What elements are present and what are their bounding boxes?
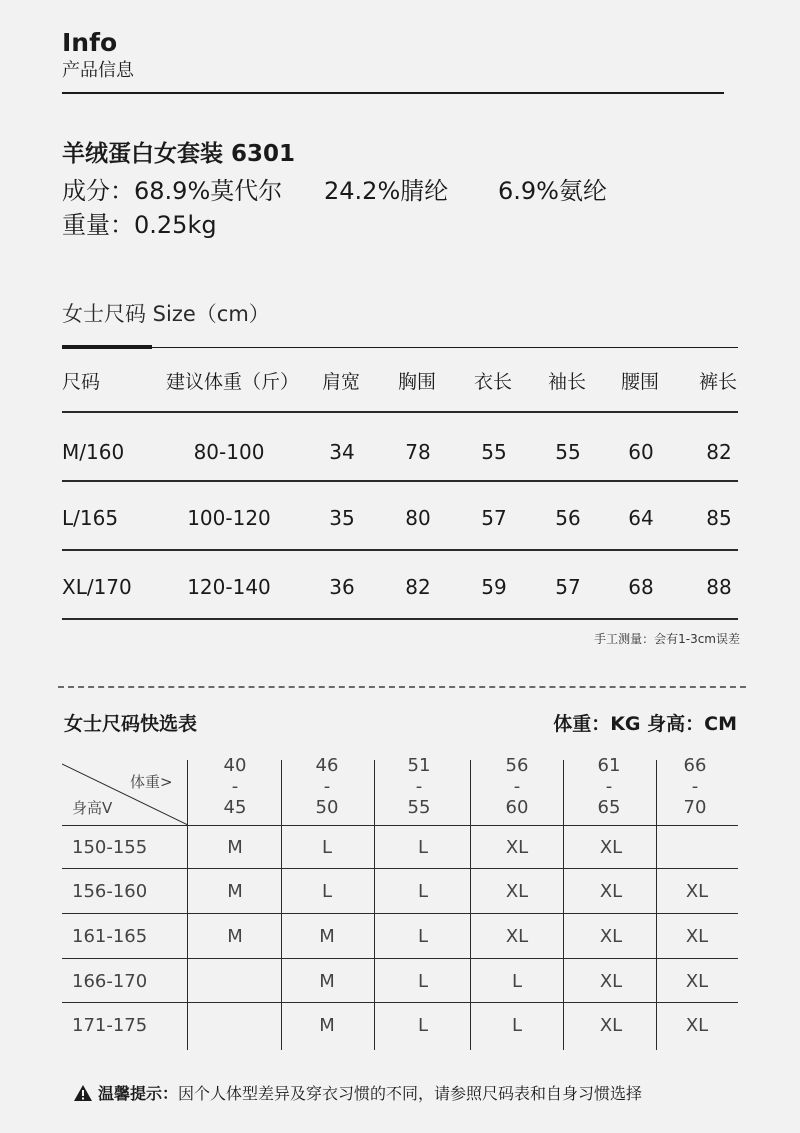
size-cell: L <box>511 971 523 992</box>
weight-range-low: 40 <box>223 755 247 776</box>
size-cell: L <box>417 881 429 902</box>
size-table-title: 女士尺码 Size（cm） <box>62 302 270 326</box>
weight-label: 重量： <box>62 211 134 239</box>
size-cell: L <box>321 881 333 902</box>
size-cell: L <box>511 1015 523 1036</box>
weight-value: 0.25kg <box>134 211 217 239</box>
height-range-label: 156-160 <box>72 881 148 902</box>
size-table-cell: 68 <box>628 575 654 599</box>
weight-range-header <box>389 755 449 818</box>
size-cell: XL <box>599 926 623 947</box>
quick-table-row-rule <box>62 825 738 826</box>
size-cell: L <box>417 1015 429 1036</box>
height-range-label: 166-170 <box>72 971 148 992</box>
size-cell: L <box>321 837 333 858</box>
size-table-cell: 80-100 <box>193 440 265 464</box>
composition-item: 24.2%腈纶 <box>324 177 449 205</box>
quick-table-column-rule <box>656 760 657 1050</box>
size-table-header: 裤长 <box>699 371 738 393</box>
size-table-cell: 36 <box>329 575 355 599</box>
size-table-cell: 120-140 <box>187 575 271 599</box>
weight-range-high: 45 <box>223 797 247 818</box>
quick-table-column-rule <box>563 760 564 1050</box>
size-table-cell: 55 <box>481 440 507 464</box>
weight-range-low: 46 <box>315 755 339 776</box>
size-table-rule <box>62 618 738 620</box>
size-cell: M <box>227 881 243 902</box>
size-table-cell: 60 <box>628 440 654 464</box>
warm-tip <box>74 1085 642 1102</box>
size-cell: XL <box>505 926 529 947</box>
size-cell: M <box>227 926 243 947</box>
size-table-top-rule <box>62 347 738 348</box>
product-weight <box>62 213 217 237</box>
size-table-cell: 55 <box>555 440 581 464</box>
height-range-label: 171-175 <box>72 1015 148 1036</box>
measurement-note: 手工测量：会有1-3cm误差 <box>594 632 740 646</box>
quick-table-column-rule <box>470 760 471 1050</box>
quick-table-row-rule <box>62 868 738 869</box>
size-cell: XL <box>599 1015 623 1036</box>
size-table-cell: 57 <box>481 506 507 530</box>
size-cell: XL <box>685 1015 709 1036</box>
weight-range-low: 56 <box>505 755 529 776</box>
size-cell: L <box>417 971 429 992</box>
weight-range-header <box>205 755 265 818</box>
size-cell: XL <box>599 881 623 902</box>
size-cell: M <box>319 1015 335 1036</box>
size-table-header: 衣长 <box>474 371 513 393</box>
size-cell: L <box>417 926 429 947</box>
composition-label: 成分： <box>62 177 134 205</box>
size-cell: XL <box>685 881 709 902</box>
size-table-header: 袖长 <box>548 371 587 393</box>
weight-range-header <box>579 755 639 818</box>
size-table-cell: XL/170 <box>62 575 132 599</box>
weight-range-low: 66 <box>683 755 707 776</box>
size-table-cell: 56 <box>555 506 581 530</box>
quick-table-row-rule <box>62 958 738 959</box>
size-table-header: 腰围 <box>621 371 660 393</box>
size-table-cell: 78 <box>405 440 431 464</box>
size-table-cell: 35 <box>329 506 355 530</box>
size-table-cell: 64 <box>628 506 654 530</box>
size-cell: M <box>319 971 335 992</box>
weight-range-low: 61 <box>597 755 621 776</box>
weight-range-header <box>487 755 547 818</box>
quick-table-column-rule <box>374 760 375 1050</box>
size-table-cell: 59 <box>481 575 507 599</box>
size-table-header: 建议体重（斤） <box>166 371 300 393</box>
weight-range-header <box>297 755 357 818</box>
size-cell: M <box>227 837 243 858</box>
weight-range-dash: - <box>605 776 613 797</box>
composition-item: 68.9%莫代尔 <box>134 177 283 205</box>
size-table-cell: 80 <box>405 506 431 530</box>
product-name: 羊绒蛋白女套装 6301 <box>62 141 296 167</box>
weight-range-low: 51 <box>407 755 431 776</box>
quick-table-column-rule <box>281 760 282 1050</box>
weight-range-dash: - <box>415 776 423 797</box>
size-cell: XL <box>685 971 709 992</box>
header-divider <box>62 92 724 94</box>
quick-table-row-rule <box>62 1002 738 1003</box>
size-table-cell: 82 <box>706 440 732 464</box>
weight-range-high: 50 <box>315 797 339 818</box>
size-table-rule <box>62 549 738 551</box>
size-table-title-accent <box>62 345 152 349</box>
size-cell: XL <box>599 971 623 992</box>
size-table-cell: 85 <box>706 506 732 530</box>
size-cell: XL <box>505 881 529 902</box>
size-table-rule <box>62 480 738 482</box>
weight-range-high: 70 <box>683 797 707 818</box>
weight-range-high: 55 <box>407 797 431 818</box>
weight-range-high: 65 <box>597 797 621 818</box>
size-table-cell: 34 <box>329 440 355 464</box>
quick-table-title: 女士尺码快选表 <box>64 713 198 735</box>
size-cell: L <box>417 837 429 858</box>
size-table-cell: L/165 <box>62 506 119 530</box>
quick-table-column-rule <box>187 760 188 1050</box>
weight-range-dash: - <box>231 776 239 797</box>
size-cell: XL <box>599 837 623 858</box>
weight-range-header <box>665 755 725 818</box>
size-table-header: 尺码 <box>62 371 101 393</box>
size-table-header: 肩宽 <box>322 371 361 393</box>
quick-table-units: 体重：KG 身高：CM <box>553 713 737 735</box>
weight-range-dash: - <box>691 776 699 797</box>
size-cell: M <box>319 926 335 947</box>
quick-table-row-rule <box>62 913 738 914</box>
size-table-header: 胸围 <box>398 371 437 393</box>
weight-range-dash: - <box>513 776 521 797</box>
warning-icon <box>74 1085 92 1101</box>
size-cell: XL <box>685 926 709 947</box>
height-range-label: 161-165 <box>72 926 148 947</box>
size-table-cell: 100-120 <box>187 506 271 530</box>
section-divider <box>58 686 746 688</box>
warm-tip-text: 因个人体型差异及穿衣习惯的不同，请参照尺码表和自身习惯选择 <box>178 1084 643 1103</box>
height-axis-label: 身高V <box>72 799 113 817</box>
size-table-cell: 57 <box>555 575 581 599</box>
weight-axis-label: 体重> <box>130 773 173 791</box>
info-subtitle: 产品信息 <box>62 60 134 81</box>
size-table-cell: M/160 <box>62 440 125 464</box>
weight-range-dash: - <box>323 776 331 797</box>
size-table-cell: 82 <box>405 575 431 599</box>
product-composition <box>62 179 607 203</box>
height-range-label: 150-155 <box>72 837 148 858</box>
weight-range-high: 60 <box>505 797 529 818</box>
size-table-cell: 88 <box>706 575 732 599</box>
size-table-rule <box>62 411 738 413</box>
info-title: Info <box>62 28 118 57</box>
warm-tip-label: 温馨提示： <box>98 1084 179 1103</box>
size-cell: XL <box>505 837 529 858</box>
composition-item: 6.9%氨纶 <box>498 177 607 205</box>
